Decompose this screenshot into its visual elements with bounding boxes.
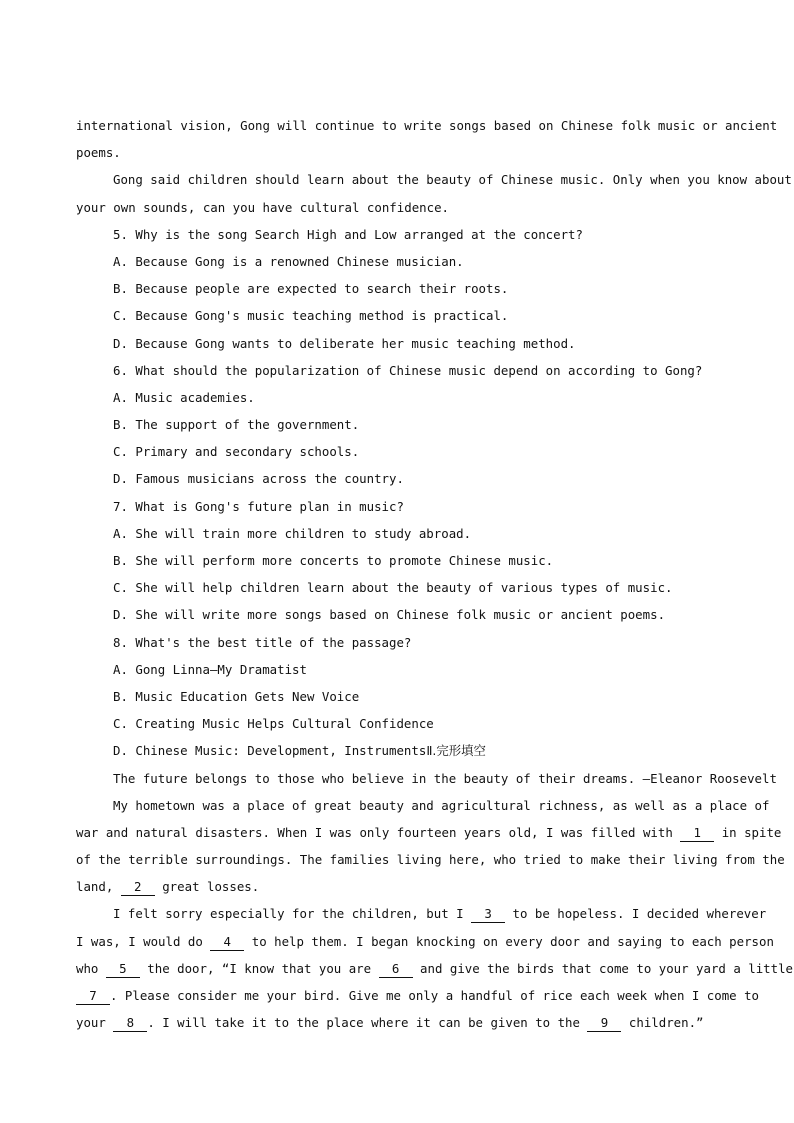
cloze-blank-8: 8 [113, 1015, 147, 1032]
cloze-blank-2: 2 [121, 879, 155, 896]
cloze-line [76, 928, 774, 955]
cloze-text: children.” [621, 1015, 704, 1031]
question-option: C. Because Gong's music teaching method is practical. [113, 308, 509, 324]
cloze-text: I was, I would do [76, 933, 211, 949]
cloze-text: in spite [714, 824, 782, 840]
cloze-text: great losses. [154, 879, 260, 895]
paragraph-line: Gong said children should learn about the beauty of Chinese music. Only when you know about [113, 172, 792, 188]
question-option: B. The support of the government. [113, 417, 360, 433]
cloze-blank-5: 5 [106, 961, 140, 978]
question-option: B. Because people are expected to search their roots. [113, 281, 509, 297]
question-option: A. She will train more children to study abroad. [113, 525, 472, 541]
question-option: C. She will help children learn about the beauty of various types of music. [113, 580, 673, 596]
paragraph-line: your own sounds, can you have cultural confidence. [76, 199, 449, 215]
section-heading: Ⅱ.完形填空 [426, 743, 486, 759]
question-option: A. Gong Linna—My Dramatist [113, 661, 307, 677]
question-option: D. Famous musicians across the country. [113, 471, 404, 487]
question-option: C. Creating Music Helps Cultural Confidence [113, 716, 434, 732]
question-option: D. Because Gong wants to deliberate her music teaching method. [113, 335, 576, 351]
paragraph-line: international vision, Gong will continue to write songs based on Chinese folk music or ancient [76, 118, 778, 133]
question-option: B. She will perform more concerts to promote Chinese music. [113, 553, 554, 568]
cloze-line [76, 982, 760, 1009]
cloze-text: war and natural disasters. When I was only fourteen years old, I was filled with [76, 824, 681, 840]
question-option: C. Primary and secondary schools. [113, 444, 360, 460]
cloze-blank-9: 9 [587, 1015, 621, 1032]
cloze-blank-6: 6 [379, 961, 413, 978]
question-option: B. Music Education Gets New Voice [113, 688, 360, 704]
cloze-line: My hometown was a place of great beauty and agricultural richness, as well as a place of [113, 797, 770, 813]
question-option: A. Music academies. [113, 389, 255, 405]
question-stem: 7. What is Gong's future plan in music? [113, 498, 404, 514]
cloze-quote: The future belongs to those who believe in the beauty of their dreams. —Eleanor Roosevelt [113, 770, 777, 786]
cloze-text: . Please consider me your bird. Give me only a handful of rice each week when I come to [110, 988, 760, 1003]
cloze-line [76, 900, 767, 927]
question-option: D. She will write more songs based on Chinese folk music or ancient poems. [113, 607, 666, 623]
document-page [76, 112, 794, 1036]
cloze-blank-7: 7 [76, 988, 110, 1005]
cloze-text: your [76, 1015, 114, 1031]
question-stem: 8. What's the best title of the passage? [113, 634, 412, 650]
paragraph-line: poems. [76, 145, 121, 161]
cloze-line [76, 955, 794, 982]
cloze-blank-1: 1 [680, 825, 714, 842]
question-stem: 6. What should the popularization of Chinese music depend on according to Gong? [113, 362, 703, 378]
question-option: D. Chinese Music: Development, Instruments [113, 743, 427, 759]
cloze-text: and give the birds that come to your yard a little [412, 960, 794, 976]
cloze-blank-4: 4 [210, 934, 244, 951]
cloze-line [76, 1009, 720, 1036]
question-option-with-heading [76, 737, 720, 764]
cloze-text: the door, “I know that you are [139, 960, 379, 976]
cloze-text: to help them. I began knocking on every door and saying to each person [244, 933, 774, 949]
cloze-text: who [76, 960, 106, 976]
cloze-text: to be hopeless. I decided wherever [505, 906, 767, 922]
cloze-line [76, 819, 782, 846]
cloze-line [76, 873, 720, 900]
cloze-line: of the terrible surroundings. The families living here, who tried to make their living from the [76, 852, 785, 868]
cloze-text: land, [76, 879, 121, 895]
cloze-text: I felt sorry especially for the children, but I [113, 906, 472, 922]
cloze-text: . I will take it to the place where it can be given to the [147, 1015, 588, 1031]
question-option: A. Because Gong is a renowned Chinese musician. [113, 253, 464, 269]
cloze-blank-3: 3 [471, 906, 505, 923]
question-stem: 5. Why is the song Search High and Low arranged at the concert? [113, 226, 583, 242]
